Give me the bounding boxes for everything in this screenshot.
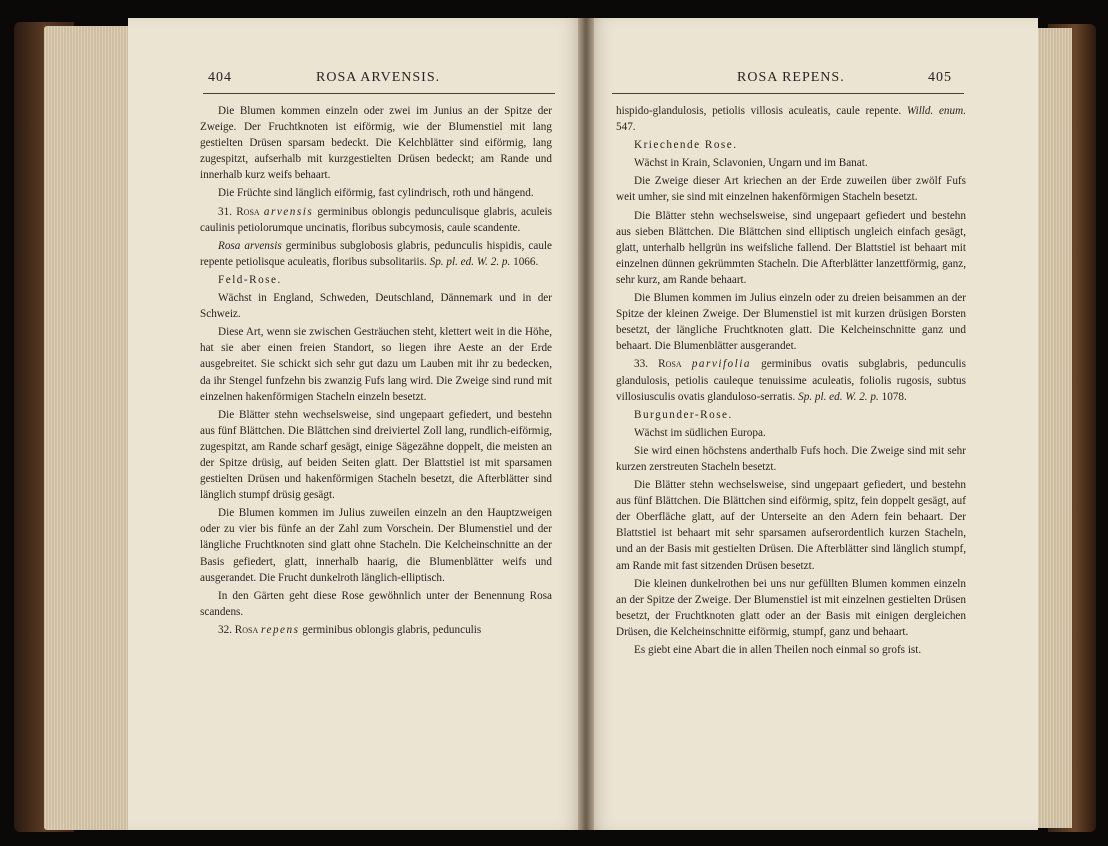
reference-page: 547. — [616, 121, 636, 134]
left-running-head: ROSA ARVENSIS. — [316, 70, 441, 85]
paragraph: In den Gärten geht diese Rose gewöhnlich unter der Benennung Rosa scandens. — [200, 589, 552, 618]
latin-description: germinibus ovatis subglabris, pedunculis glandulosis, petiolis cauleque tenuissime aculeatis, foliolis rugosis, subtus villosiusculis ovatis glanduloso-serratis. — [616, 358, 967, 403]
paragraph: Sie wird einen höchstens anderthalb Fufs hoch. Die Zweige sind mit sehr kurzen zerstreuten Stacheln besetzt. — [616, 444, 966, 473]
paragraph: Die Früchte sind länglich eiförmig, fast cylindrisch, roth und hängend. — [218, 187, 534, 200]
paragraph: Die Blumen kommen einzeln oder zwei im Junius an der Spitze der Zweige. Der Fruchtknoten ist eiförmig, wie der Blumenstiel mit lang gestielten Drüsen sparsam bedeckt. Die Kelchblätter sind eiförmig, lang zugespitzt, aufserhalb mit kurzgestielten Drüsen bedeckt; am Rande und innerhalb kurz weifs behaart. — [200, 105, 552, 182]
paragraph: Wächst in England, Schweden, Deutschland, Dännemark und in der Schweiz. — [200, 292, 552, 321]
paragraph: Die Blätter stehn wechselsweise, sind ungepaart gefiedert und bestehn aus sieben Blättchen. Die Blättchen sind elliptisch ungleich einfach gesägt, glatt, unterhalb hellgrün ins weifsliche fallend. Der Blattstiel ist behaart mit einzelnen dünnen gekrümmten Stacheln. Die Afterblätter lanzettförmig, ganz, sehr kurz, am Rande behaart. — [616, 209, 966, 286]
right-page-number: 405 — [928, 70, 952, 85]
latin-description: germinibus oblongis pedunculisque glabris, aculeis caulinis petiolorumque uncinatis, floribus subcymosis, caule scandente. — [200, 205, 553, 234]
species-name: repens — [261, 623, 300, 636]
synonym-name: Rosa arvensis — [218, 239, 282, 252]
paragraph: Die Blumen kommen im Julius zuweilen einzeln an den Hauptzweigen oder zu vier bis fünfe an der Zahl zum Vorschein. Der Blumenstiel und der längliche Fruchtknoten sind glatt ohne Stacheln. Die Kelcheinschnitte an der Basis gefiedert, glatt, innerhalb haarig, die Blumenblätter weifs und ausgerandet. Die Frucht dunkelroth länglich-elliptisch. — [200, 507, 552, 584]
right-header-rule — [612, 93, 964, 94]
synonym-page: 1066. — [513, 255, 539, 268]
continued-entry — [616, 103, 966, 135]
species-entry-31 — [200, 204, 552, 236]
species-name: parvifolia — [691, 358, 751, 371]
species-entry-33 — [616, 356, 966, 404]
latin-description: germinibus oblongis glabris, pedunculis — [302, 623, 482, 636]
latin-description: hispido-glandulosis, petiolis villosis aculeatis, caule repente. — [616, 105, 902, 117]
paragraph: Die Blätter stehn wechselsweise, sind ungepaart gefiedert, und bestehn aus fünf Blättchen. Die Blättchen sind dreiviertel Zoll lang, rundlich-eiförmig, zugespitzt, am Rande scharf gesägt, einige Sägezähne doppelt, die meisten an der Spitze drüsig, auf beiden Seiten glatt. Der Blattstiel ist mit sparsamen gestielten Drüsen und hakenförmigen Stacheln besetzt, die Afterblätter sind länglich stumpf drüsig gesägt. — [200, 408, 552, 502]
left-header-rule — [203, 93, 555, 94]
paragraph: Es giebt eine Abart die in allen Theilen noch einmal so grofs ist. — [634, 644, 922, 656]
paragraph: Diese Art, wenn sie zwischen Gesträuchen steht, klettert weit in die Höhe, hat sie aber einen freien Standort, so liegen ihre Aeste an der Erde ausgebreitet. Sie schickt sich sehr gut dazu um Lauben mit ihr zu bedecken, da ihr Stengel funfzehn bis zwanzig Fufs lang wird. Die Zweige sind rund mit einzelnen hakenförmigen Stacheln einzeln besetzt. — [200, 326, 552, 403]
book-gutter — [578, 18, 594, 830]
species-name: arvensis — [263, 205, 314, 218]
right-running-head: ROSA REPENS. — [737, 70, 845, 85]
entry-number: 31. — [218, 205, 232, 218]
left-page-number: 404 — [208, 70, 232, 85]
common-name: Feld-Rose. — [218, 273, 282, 286]
genus-name: Rosa — [234, 623, 259, 636]
paragraph: Die Zweige dieser Art kriechen an der Erde zuweilen über zwölf Fufs weit umher, sie sind mit einzelnen hakenförmigen Stacheln besetzt. — [616, 175, 966, 204]
entry-number: 32. — [218, 623, 232, 636]
left-page-text — [200, 103, 552, 640]
species-entry-32 — [200, 622, 552, 638]
synonym-entry — [200, 238, 552, 270]
paragraph: Die Blätter stehn wechselsweise, sind ungepaart gefiedert, und bestehn aus fünf Blättchen. Die Blättchen sind eiförmig, spitz, fein doppelt gesägt, auf der Oberfläche glatt, auf der Unterseite an den Adern fein behaart. Der Blattstiel ist behaart mit sehr sparsamen aufserordentlich kurzen Stacheln, und an der Basis mit gestielten Drüsen. Die Afterblätter sind länglich stumpf, am Rande mit fast sitzenden Drüsen besetzt. — [616, 479, 966, 572]
right-page-text — [616, 103, 966, 660]
entry-number: 33. — [634, 358, 648, 371]
genus-name: Rosa — [236, 205, 260, 218]
left-page-edges — [44, 26, 140, 830]
paragraph: Die kleinen dunkelrothen bei uns nur gefüllten Blumen kommen einzeln an der Spitze der Zweige. Der Blumenstiel ist mit einzelnen gestielten Drüsen besetzt, der Fruchtknoten glatt oder an der Basis mit einigen dergleichen Drüsen, die Kelcheinschnitte eiförmig, stumpf, ganz und behaart. — [616, 577, 966, 638]
reference: Willd. enum. — [906, 105, 966, 117]
common-name: Kriechende Rose. — [634, 139, 738, 152]
genus-name: Rosa — [658, 358, 682, 371]
reference-page: 1078. — [881, 390, 907, 403]
paragraph: Die Blumen kommen im Julius einzeln oder zu dreien beisammen an der Spitze der kleinen Zweige. Der Blumenstiel ist mit kurzen drüsigen Borsten besetzt, der längliche Fruchtknoten glatt. Die Kelcheinschnitte ganz und behaart. Die Blumenblätter ausgerandet. — [616, 292, 966, 353]
paragraph: Wächst in Krain, Sclavonien, Ungarn und im Banat. — [634, 157, 868, 170]
common-name: Burgunder-Rose. — [634, 408, 733, 421]
paragraph: Wächst im südlichen Europa. — [634, 426, 766, 439]
reference: Sp. pl. ed. W. 2. p. — [798, 390, 879, 403]
synonym-description: germinibus subglobosis glabris, pedunculis hispidis, caule repente petiolisque aculeatis, floribus subsolitariis. — [200, 239, 552, 268]
synonym-reference: Sp. pl. ed. W. 2. p. — [429, 255, 511, 268]
